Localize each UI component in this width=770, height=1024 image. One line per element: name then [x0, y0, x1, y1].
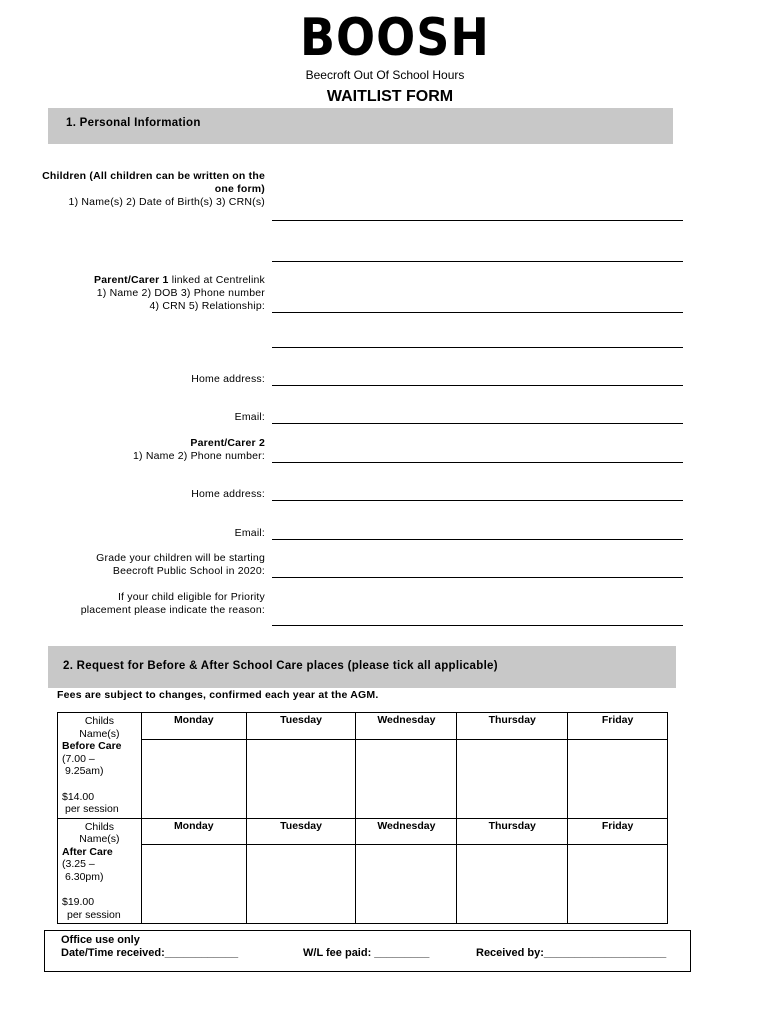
before-care-tick-row — [58, 739, 668, 818]
wl-fee-field[interactable]: W/L fee paid: _________ — [303, 947, 430, 959]
parent1-input-line-1[interactable] — [272, 312, 683, 313]
boosh-logo — [300, 6, 490, 82]
day-header-wednesday: Wednesday — [356, 713, 457, 740]
priority-label-line2: placement please indicate the reason: — [80, 604, 265, 616]
before-care-friday-cell[interactable] — [568, 739, 668, 818]
day-header-thursday: Thursday — [457, 818, 568, 845]
before-care-price: $14.00 — [62, 790, 95, 803]
section-title: 1. Personal Information — [66, 117, 201, 129]
after-care-session-cell: Childs Name(s) After Care (3.25 – 6.30pm) $19.00 per session — [58, 818, 142, 924]
home-address2-label: Home address: — [191, 488, 265, 500]
before-care-header-row — [58, 713, 668, 740]
day-header-monday: Monday — [141, 713, 246, 740]
parent1-detail-line1: 1) Name 2) DOB 3) Phone number — [96, 287, 265, 299]
priority-label-line1: If your child eligible for Priority — [117, 591, 265, 603]
before-care-wednesday-cell[interactable] — [356, 739, 457, 818]
home-address-input-line[interactable] — [272, 385, 683, 386]
date-received-field[interactable]: Date/Time received:____________ — [61, 947, 239, 959]
email2-label: Email: — [234, 527, 265, 539]
after-care-header-row — [58, 818, 668, 845]
care-schedule-table — [57, 712, 668, 924]
day-header-friday: Friday — [568, 818, 668, 845]
before-care-tuesday-cell[interactable] — [246, 739, 356, 818]
parent1-input-line-2[interactable] — [272, 347, 683, 348]
after-care-price: $19.00 — [62, 896, 95, 908]
children-detail-label: 1) Name(s) 2) Date of Birth(s) 3) CRN(s) — [68, 196, 265, 208]
parent2-input-line[interactable] — [272, 462, 683, 463]
before-care-title: Before Care — [62, 740, 122, 752]
after-care-friday-cell[interactable] — [568, 845, 668, 924]
children-label: Children (All children can be written on the one form) — [42, 170, 265, 195]
day-header-friday: Friday — [568, 713, 668, 740]
day-header-tuesday: Tuesday — [246, 818, 356, 845]
office-use-title: Office use only — [61, 934, 140, 946]
day-header-monday: Monday — [141, 818, 246, 845]
received-by-field[interactable]: Received by:____________________ — [476, 947, 667, 959]
grade-input-line[interactable] — [272, 577, 683, 578]
children-input-line-1[interactable] — [272, 220, 683, 221]
children-input-line-2[interactable] — [272, 261, 683, 262]
section-personal-information-header — [48, 108, 673, 144]
logo-text: BOOSH — [300, 6, 490, 68]
email2-input-line[interactable] — [272, 539, 683, 540]
parent1-label: Parent/Carer 1 linked at Centrelink — [93, 274, 265, 286]
priority-input-line[interactable] — [272, 625, 683, 626]
after-care-tuesday-cell[interactable] — [246, 845, 356, 924]
after-care-thursday-cell[interactable] — [457, 845, 568, 924]
day-header-thursday: Thursday — [457, 713, 568, 740]
before-care-monday-cell[interactable] — [141, 739, 246, 818]
after-care-title: After Care — [62, 845, 113, 858]
parent2-label: Parent/Carer 2 — [190, 437, 265, 449]
after-care-tick-row — [58, 845, 668, 924]
email-input-line[interactable] — [272, 423, 683, 424]
fees-note: Fees are subject to changes, confirmed each year at the AGM. — [57, 689, 379, 701]
day-header-tuesday: Tuesday — [246, 713, 356, 740]
grade-label-line1: Grade your children will be starting — [96, 552, 265, 564]
parent2-detail-label: 1) Name 2) Phone number: — [132, 450, 265, 462]
before-care-thursday-cell[interactable] — [457, 739, 568, 818]
parent1-detail-line2: 4) CRN 5) Relationship: — [149, 300, 265, 312]
email-label: Email: — [234, 411, 265, 423]
day-header-wednesday: Wednesday — [356, 818, 457, 845]
form-title: WAITLIST FORM — [326, 88, 454, 105]
home-address-label: Home address: — [191, 373, 265, 385]
grade-label-line2: Beecroft Public School in 2020: — [112, 565, 265, 577]
section-title: 2. Request for Before & After School Care places (please tick all applicable) — [63, 660, 498, 672]
logo-subtitle: Beecroft Out Of School Hours — [305, 68, 465, 82]
office-use-box — [44, 930, 691, 972]
before-care-session-cell: Childs Name(s) Before Care (7.00 – 9.25am) $14.00 per session — [58, 713, 142, 819]
section-care-request-header — [48, 646, 676, 688]
after-care-wednesday-cell[interactable] — [356, 845, 457, 924]
after-care-monday-cell[interactable] — [141, 845, 246, 924]
home-address2-input-line[interactable] — [272, 500, 683, 501]
